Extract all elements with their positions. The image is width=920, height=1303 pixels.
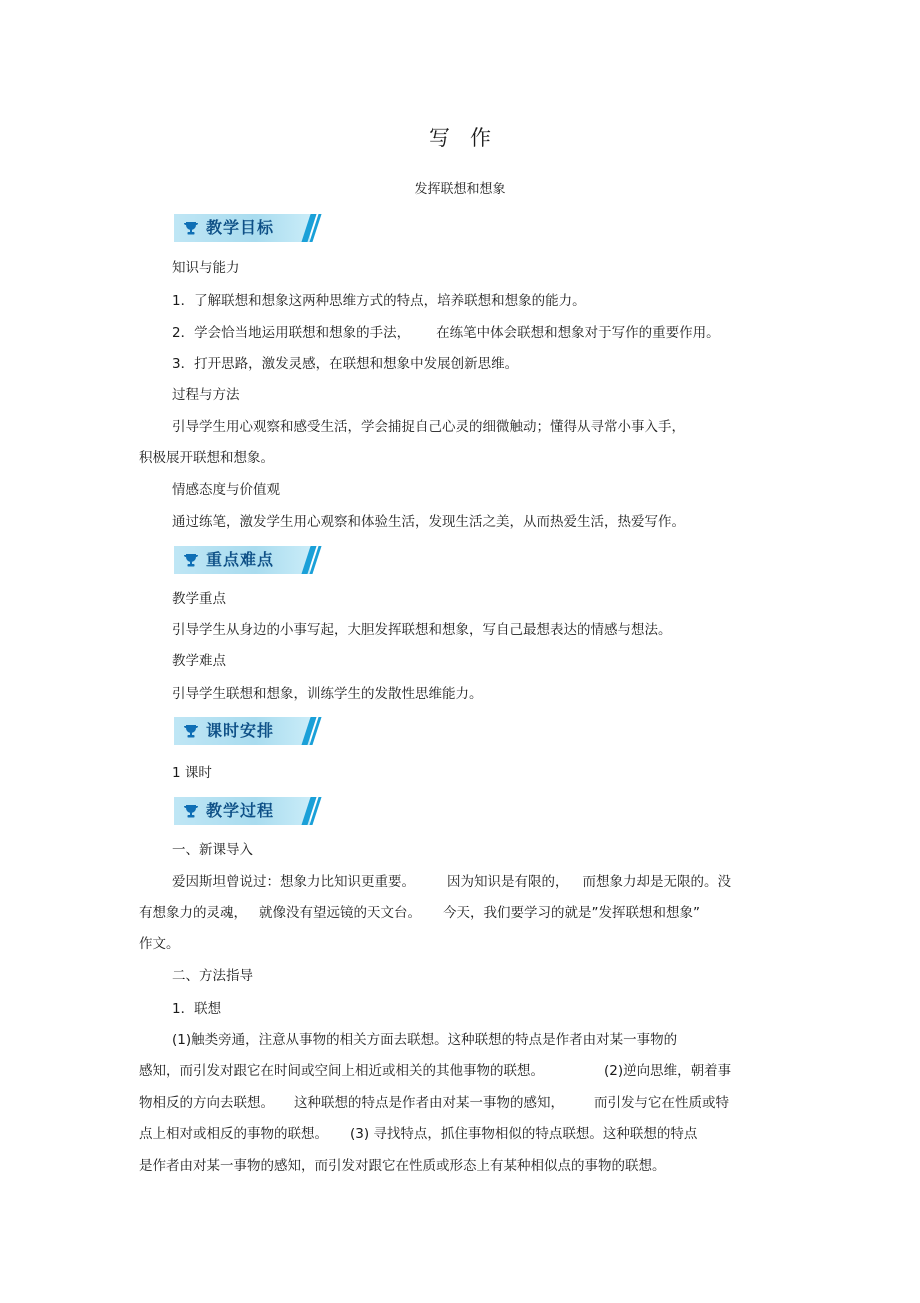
trophy-icon [183,220,199,236]
section-badge-label: 教学目标 [206,218,275,237]
process-method-line3: 物相反的方向去联想。 这种联想的特点是作者由对某一事物的感知， 而引发与它在性质或特 [139,1095,729,1111]
process-method-line2: 感知，而引发对跟它在时间或空间上相近或相关的其他事物的联想。 (2)逆向思维，朝着事 [139,1063,732,1079]
section-badge-label: 教学过程 [206,801,275,820]
key-heading-difficulty: 教学难点 [172,653,226,669]
key-paragraph-focus: 引导学生从身边的小事写起，大胆发挥联想和想象，写自己最想表达的情感与想法。 [172,622,672,638]
goals-paragraph-process-line1: 引导学生用心观察和感受生活，学会捕捉自己心灵的细微触动；懂得从寻常小事入手， [172,419,685,435]
section-badge-key [174,546,316,574]
key-heading-focus: 教学重点 [172,591,226,607]
schedule-text: 1 课时 [172,765,212,781]
section-badge-schedule [174,717,316,745]
process-method-line5: 是作者由对某一事物的感知，而引发对跟它在性质或形态上有某种相似点的事物的联想。 [139,1158,666,1174]
process-intro-line1: 爱因斯坦曾说过：想象力比知识更重要。 因为知识是有限的， 而想象力却是无限的。没 [172,874,731,890]
process-intro-line3: 作文。 [139,936,180,952]
process-method-line1: (1)触类旁通，注意从事物的相关方面去联想。这种联想的特点是作者由对某一事物的 [172,1032,678,1048]
goals-heading-process: 过程与方法 [172,387,240,403]
page-subtitle: 发挥联想和想象 [414,182,506,197]
process-section-method: 二、方法指导 [172,968,253,984]
goals-paragraph-attitude: 通过练笔，激发学生用心观察和体验生活，发现生活之美，从而热爱生活，热爱写作。 [172,514,685,530]
process-intro-line2: 有想象力的灵魂， 就像没有望远镜的天文台。 今天，我们要学习的就是”发挥联想和想象” [139,905,700,921]
goals-heading-attitude: 情感态度与价值观 [172,482,280,498]
goals-paragraph-process-line2: 积极展开联想和想象。 [139,450,274,466]
goals-item-1: 1．了解联想和想象这两种思维方式的特点，培养联想和想象的能力。 [172,293,586,309]
section-badge-goals [174,214,316,242]
process-method-line4: 点上相对或相反的事物的联想。 (3) 寻找特点，抓住事物相似的特点联想。这种联想的特点 [139,1126,698,1142]
trophy-icon [183,803,199,819]
section-badge-label: 重点难点 [206,550,275,569]
process-method-subheading: 1．联想 [172,1001,222,1017]
goals-heading-knowledge: 知识与能力 [172,260,240,276]
goals-item-2: 2．学会恰当地运用联想和想象的手法， 在练笔中体会联想和想象对于写作的重要作用。 [172,325,720,341]
section-badge-process [174,797,316,825]
goals-item-3: 3．打开思路，激发灵感，在联想和想象中发展创新思维。 [172,356,519,372]
trophy-icon [183,552,199,568]
section-badge-label: 课时安排 [206,721,275,740]
key-paragraph-difficulty: 引导学生联想和想象，训练学生的发散性思维能力。 [172,686,483,702]
trophy-icon [183,723,199,739]
process-section-intro: 一、新课导入 [172,842,253,858]
page-title: 写作 [429,126,511,150]
